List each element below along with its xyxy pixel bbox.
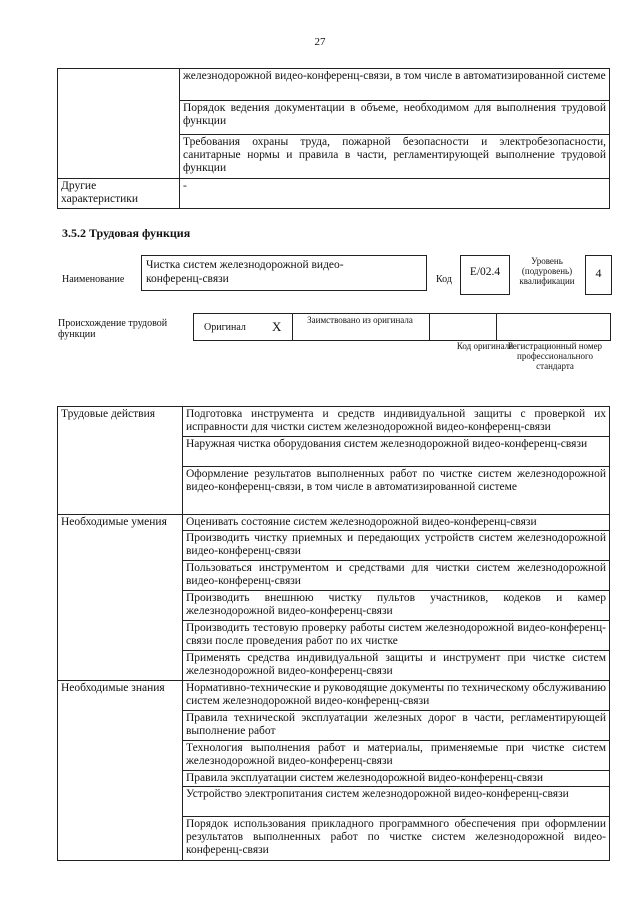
original-label: Оригинал — [204, 322, 246, 333]
level-label: Уровень (подуровень) квалификации — [519, 256, 575, 286]
top-table — [57, 68, 610, 209]
other-characteristics-value: - — [180, 179, 610, 209]
code-value-box — [460, 255, 510, 295]
top-table-row: железнодорожной видео-конференц-связи, в том числе в автоматизированной системе — [180, 69, 610, 101]
knowledge-item: Технология выполнения работ и материалы, применяемые при чистке систем железнодорожной видео-конференц-связи — [183, 741, 610, 771]
skill-item: Производить чистку приемных и передающих устройств систем железнодорожной видео-конференц-связи — [183, 531, 610, 561]
other-characteristics-label: Другие характеристики — [58, 179, 180, 209]
section-title: 3.5.2 Трудовая функция — [62, 226, 191, 240]
skill-item: Применять средства индивидуальной защиты и инструмент при чистке систем железнодорожной видео-конференц-связи — [183, 651, 610, 681]
knowledge-item: Устройство электропитания систем железнодорожной видео-конференц-связи — [183, 787, 610, 817]
code-value: E/02.4 — [469, 266, 501, 278]
labor-action-item: Наружная чистка оборудования систем железнодорожной видео-конференц-связи — [183, 437, 610, 467]
skills-label: Необходимые умения — [58, 515, 183, 681]
code-label: Код — [436, 274, 452, 285]
code-original-caption: Код оригинала — [456, 341, 514, 351]
skill-item: Пользоваться инструментом и средствами для чистки систем железнодорожной видео-конференц-связи — [183, 561, 610, 591]
origin-divider — [496, 313, 497, 340]
origin-label: Происхождение трудовой функции — [58, 318, 168, 340]
skill-item: Производить внешнюю чистку пультов участников, кодеков и камер железнодорожной видео-конференц-связи — [183, 591, 610, 621]
knowledge-item: Правила эксплуатации систем железнодорожной видео-конференц-связи — [183, 771, 610, 787]
knowledge-label: Необходимые знания — [58, 681, 183, 861]
original-mark: X — [272, 319, 282, 334]
borrowed-label: Заимствовано из оригинала — [307, 315, 413, 325]
name-value-box — [141, 255, 427, 291]
registration-caption: Регистрационный номер профессионального стандарта — [507, 341, 603, 371]
main-table — [57, 406, 610, 861]
knowledge-item: Правила технической эксплуатации железных дорог в части, регламентирующей выполнение работ — [183, 711, 610, 741]
top-table-row: Требования охраны труда, пожарной безопасности и электробезопасности, санитарные нормы и правила в части, регламентирующей выполнение трудовой функции — [180, 135, 610, 179]
labor-actions-label: Трудовые действия — [58, 407, 183, 515]
labor-action-item: Оформление результатов выполненных работ по чистке систем железнодорожной видео-конференц-связи, в том числе в автоматизированной системе — [183, 467, 610, 515]
level-value: 4 — [595, 266, 602, 280]
skill-item: Производить тестовую проверку работы систем железнодорожной видео-конференц-связи после проведения работ по их чистке — [183, 621, 610, 651]
top-table-label-cell — [58, 69, 180, 179]
origin-divider — [292, 313, 293, 340]
labor-action-item: Подготовка инструмента и средств индивидуальной защиты с проверкой их исправности для чистки систем железнодорожной видео-конференц-связи — [183, 407, 610, 437]
name-value: Чистка систем железнодорожной видео-конференц-связи — [146, 259, 344, 285]
name-label: Наименование — [62, 274, 125, 285]
knowledge-item: Порядок использования прикладного программного обеспечения при оформлении результатов выполненных работ по чистке систем железнодорожной видео-конференц-связи — [183, 817, 610, 861]
knowledge-item: Нормативно-технические и руководящие документы по техническому обслуживанию систем железнодорожной видео-конференц-связи — [183, 681, 610, 711]
top-table-row: Порядок ведения документации в объеме, необходимом для выполнения трудовой функции — [180, 101, 610, 135]
origin-divider — [429, 313, 430, 340]
page-number: 27 — [314, 36, 326, 48]
skill-item: Оценивать состояние систем железнодорожной видео-конференц-связи — [183, 515, 610, 531]
level-value-box — [585, 255, 612, 295]
